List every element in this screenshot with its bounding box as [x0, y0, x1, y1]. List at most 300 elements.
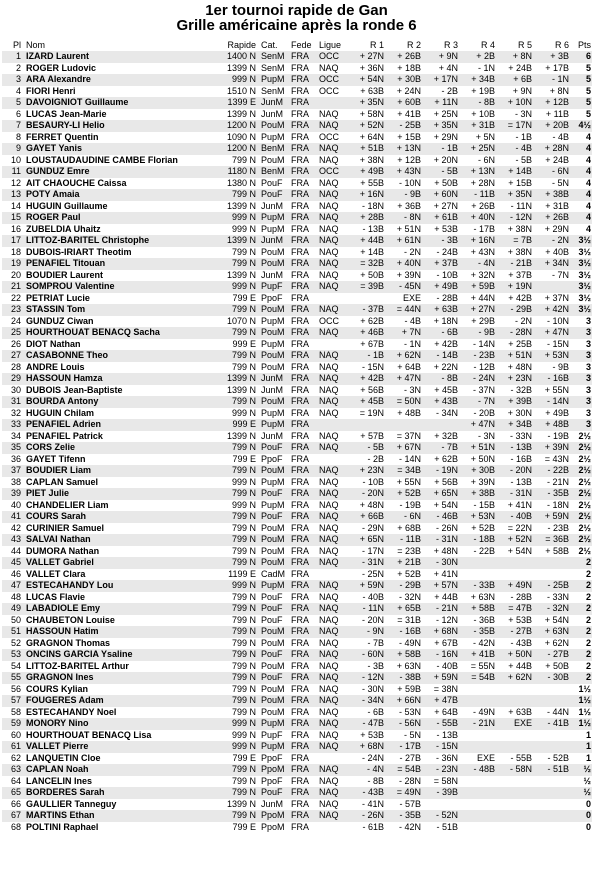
cell-federation: FRA: [290, 143, 318, 155]
table-row: [2, 707, 592, 719]
cell-points: 2: [585, 637, 591, 648]
cell-round-5: - 29B: [496, 304, 533, 316]
cell-rating: 1199 E: [228, 568, 256, 579]
cell-league: NAQ: [318, 787, 348, 799]
cell-place: 39: [2, 488, 25, 500]
cell-name: HASSOUN Hamza: [25, 373, 207, 385]
cell-league: NAQ: [318, 695, 348, 707]
cell-round-1: - 12N: [348, 672, 385, 684]
cell-round-1: + 48N: [359, 499, 384, 510]
cell-category: PouF: [257, 189, 290, 201]
cell-round-3: - 19N: [422, 465, 459, 477]
cell-federation: FRA: [290, 557, 318, 569]
cell-round-4: + 5N: [475, 131, 495, 142]
cell-federation: FRA: [290, 741, 318, 753]
cell-name: DAVOIGNIOT Guillaume: [25, 97, 207, 109]
table-row: [2, 74, 592, 86]
cell-league: NAQ: [318, 764, 348, 776]
cell-round-3: + 29N: [433, 131, 458, 142]
cell-round-3: + 9N: [422, 51, 459, 63]
cell-round-2: [385, 419, 422, 431]
cell-place: 35: [2, 442, 25, 454]
cell-round-4: - 4N: [459, 258, 496, 270]
cell-points: 2½: [578, 499, 591, 510]
cell-round-5: + 14B: [496, 166, 533, 178]
cell-category: PupM: [257, 741, 290, 753]
cell-round-4: + 63N: [470, 591, 495, 602]
cell-place: 41: [2, 511, 25, 523]
cell-round-3: + 41N: [433, 568, 458, 579]
cell-round-5: [496, 684, 533, 696]
cell-round-1: - 47B: [348, 718, 385, 730]
cell-name: CHAUBETON Louise: [26, 614, 115, 625]
cell-round-4: - 7N: [459, 396, 496, 408]
cell-round-4: - 8B: [459, 97, 496, 109]
cell-category: PupM: [261, 223, 285, 234]
cell-round-4: + 29B: [471, 315, 495, 326]
cell-federation: FRA: [291, 62, 309, 73]
cell-rating: 1399 N: [207, 373, 257, 385]
cell-round-2: + 65B: [385, 603, 422, 615]
cell-league: NAQ: [318, 327, 348, 339]
cell-place: 33: [2, 419, 25, 431]
cell-federation: FRA: [291, 338, 309, 349]
cell-rating: 799 N: [207, 603, 257, 615]
cell-points: 2½: [570, 511, 592, 523]
cell-round-6: - 9B: [552, 361, 569, 372]
cell-round-2: + 61N: [385, 235, 422, 247]
table-row: [2, 546, 592, 558]
cell-round-2: - 10N: [398, 177, 421, 188]
cell-round-4: - 14N: [472, 338, 495, 349]
cell-federation: FRA: [291, 775, 309, 786]
cell-place: 60: [10, 729, 21, 740]
cell-points: 2: [570, 603, 592, 615]
cell-league: [318, 97, 348, 109]
cell-round-5: - 43B: [510, 637, 532, 648]
cell-round-6: + 54N: [544, 614, 569, 625]
cell-federation: FRA: [291, 131, 309, 142]
cell-league: [318, 753, 348, 765]
cell-rating: 1510 N: [226, 85, 256, 96]
cell-round-5: - 58N: [496, 764, 533, 776]
page-title: 1er tournoi rapide de Gan: [205, 2, 388, 19]
cell-round-6: - 15N: [546, 338, 569, 349]
cell-rating: 799 E: [232, 292, 256, 303]
cell-round-5: = 7B: [496, 235, 533, 247]
cell-rating: 999 N: [207, 741, 257, 753]
cell-points: 4: [570, 166, 592, 178]
cell-round-1: + 68N: [348, 741, 385, 753]
cell-round-6: - 19B: [547, 430, 569, 441]
cell-points: 2½: [578, 522, 591, 533]
cell-federation: FRA: [291, 315, 309, 326]
cell-rating: 999 N: [231, 499, 256, 510]
cell-round-3: - 31N: [422, 534, 459, 546]
cell-round-1: + 53B: [360, 729, 384, 740]
cell-name: GUNDUZ Emre: [25, 166, 207, 178]
cell-round-1: - 30N: [361, 683, 384, 694]
cell-round-5: + 38N: [507, 223, 532, 234]
cell-league: [318, 339, 348, 351]
cell-round-2: + 60B: [385, 97, 422, 109]
table-row: [2, 86, 592, 98]
table-row: [2, 109, 592, 121]
cell-round-3: - 10B: [436, 269, 458, 280]
table-row: [2, 764, 592, 776]
cell-name: DUMORA Nathan: [26, 545, 100, 556]
cell-round-6: + 8N: [549, 85, 569, 96]
cell-round-1: + 42B: [348, 373, 385, 385]
cell-place: 25: [2, 327, 25, 339]
cell-category: PouF: [261, 177, 283, 188]
cell-name: CHANDELIER Liam: [26, 499, 109, 510]
cell-round-5: + 50N: [496, 649, 533, 661]
cell-federation: FRA: [290, 373, 318, 385]
cell-round-2: - 2N: [403, 246, 421, 257]
cell-category: JunM: [257, 97, 290, 109]
cell-round-1: - 37B: [348, 304, 385, 316]
cell-category: PouM: [257, 350, 290, 362]
cell-points: 3: [570, 350, 592, 362]
cell-category: PouF: [257, 672, 290, 684]
cell-round-3: - 8B: [422, 373, 459, 385]
cell-league: NAQ: [319, 108, 339, 119]
cell-round-1: + 58N: [359, 108, 384, 119]
cell-round-1: + 57B: [360, 430, 384, 441]
cell-category: BenM: [257, 143, 290, 155]
cell-round-3: - 2B: [441, 85, 458, 96]
cell-league: [318, 293, 348, 305]
cell-place: 29: [2, 373, 25, 385]
table-row: [2, 661, 592, 673]
cell-round-4: + 30B: [459, 465, 496, 477]
cell-points: 2½: [570, 488, 592, 500]
cell-round-5: + 63B: [508, 706, 532, 717]
cell-category: PouF: [257, 488, 290, 500]
table-row: [2, 787, 592, 799]
cell-round-2: - 42N: [398, 821, 421, 832]
cell-category: PpoM: [257, 810, 290, 822]
cell-rating: 799 N: [207, 511, 257, 523]
cell-rating: 999 N: [231, 407, 256, 418]
cell-round-3: + 32B: [434, 430, 458, 441]
header-rating: Rapide: [227, 40, 256, 50]
cell-category: PouF: [257, 511, 290, 523]
table-row: [2, 718, 592, 730]
cell-round-3: + 27N: [433, 200, 458, 211]
header-category: Cat.: [261, 40, 278, 50]
cell-round-3: + 22N: [433, 361, 458, 372]
cell-name: LUCAS Jean-Marie: [26, 108, 107, 119]
cell-round-2: - 1N: [403, 338, 421, 349]
cell-round-6: + 26B: [533, 212, 570, 224]
cell-category: PouM: [257, 557, 290, 569]
cell-name: SALVAI Nathan: [25, 534, 207, 546]
cell-category: PouM: [257, 626, 290, 638]
header-round-3: R 3: [443, 40, 458, 50]
cell-place: 9: [2, 143, 25, 155]
cell-round-6: + 34N: [533, 258, 570, 270]
header-points: Pts: [577, 40, 591, 50]
cell-round-6: + 37N: [544, 292, 569, 303]
table-row: [2, 120, 592, 132]
cell-rating: 799 N: [231, 522, 256, 533]
cell-round-1: + 23N: [348, 465, 385, 477]
cell-federation: FRA: [290, 327, 318, 339]
cell-round-1: + 49B: [348, 166, 385, 178]
cell-round-3: + 56B: [434, 476, 458, 487]
cell-rating: 999 N: [231, 476, 256, 487]
cell-league: NAQ: [319, 775, 339, 786]
cell-place: 5: [2, 97, 25, 109]
cell-rating: 799 N: [207, 442, 257, 454]
cell-round-2: + 30B: [385, 74, 422, 86]
header-round-4: R 4: [480, 40, 495, 50]
cell-round-6: + 48B: [533, 419, 570, 431]
cell-federation: FRA: [291, 246, 309, 257]
cell-name: HOURTHOUAT BENACQ Lisa: [26, 729, 152, 740]
cell-name: STASSIN Tom: [25, 304, 207, 316]
cell-round-5: - 33N: [509, 430, 532, 441]
cell-points: 3: [585, 407, 591, 418]
cell-round-4: - 49N: [472, 706, 495, 717]
cell-federation: FRA: [291, 706, 309, 717]
cell-points: 2: [570, 672, 592, 684]
cell-round-2: + 52B: [385, 488, 422, 500]
cell-name: FERRET Quentin: [26, 131, 99, 142]
cell-league: NAQ: [319, 246, 339, 257]
cell-round-5: + 30N: [507, 407, 532, 418]
cell-round-5: + 38N: [507, 246, 532, 257]
cell-rating: 799 N: [231, 246, 256, 257]
cell-federation: FRA: [291, 821, 309, 832]
cell-league: NAQ: [318, 557, 348, 569]
cell-federation: FRA: [290, 511, 318, 523]
cell-name: FIORI Henri: [26, 85, 76, 96]
cell-round-3: - 34N: [435, 407, 458, 418]
cell-round-6: [533, 684, 570, 696]
table-row: [2, 741, 592, 753]
cell-league: NAQ: [319, 476, 339, 487]
cell-round-2: + 62N: [385, 350, 422, 362]
cell-round-3: + 54N: [433, 499, 458, 510]
cell-name: GAYET Yanis: [25, 143, 207, 155]
cell-round-5: = 22N: [507, 522, 532, 533]
cell-round-4: + 40N: [459, 212, 496, 224]
cell-round-6: - 2N: [533, 235, 570, 247]
cell-round-1: - 13B: [362, 223, 384, 234]
cell-category: SenM: [261, 85, 285, 96]
cell-points: 2: [585, 614, 591, 625]
cell-round-5: - 4B: [496, 143, 533, 155]
cell-round-4: + 41B: [459, 649, 496, 661]
cell-round-3: - 26N: [435, 522, 458, 533]
cell-round-5: - 16B: [510, 453, 532, 464]
cell-place: 28: [10, 361, 21, 372]
cell-points: ½: [570, 787, 592, 799]
cell-name: CAPLAN Samuel: [26, 476, 99, 487]
cell-rating: 799 N: [231, 706, 256, 717]
cell-category: PouF: [261, 591, 283, 602]
cell-place: 32: [10, 407, 21, 418]
cell-category: PouF: [257, 603, 290, 615]
cell-round-2: = 50N: [385, 396, 422, 408]
cell-round-4: + 16N: [459, 235, 496, 247]
cell-league: NAQ: [318, 373, 348, 385]
cell-league: NAQ: [319, 683, 339, 694]
cell-points: 2½: [570, 534, 592, 546]
cell-round-3: + 43B: [422, 396, 459, 408]
cell-place: 57: [2, 695, 25, 707]
cell-round-6: + 55N: [544, 384, 569, 395]
cell-federation: FRA: [290, 258, 318, 270]
cell-round-3: + 67B: [434, 637, 458, 648]
cell-round-5: [496, 557, 533, 569]
cell-category: PouM: [261, 545, 285, 556]
table-row: [2, 454, 592, 466]
cell-league: [318, 419, 348, 431]
cell-place: 10: [10, 154, 21, 165]
table-row: [2, 339, 592, 351]
cell-place: 12: [10, 177, 21, 188]
cell-place: 47: [2, 580, 25, 592]
cell-rating: 799 N: [207, 189, 257, 201]
cell-round-5: - 28N: [496, 327, 533, 339]
cell-round-6: + 47N: [533, 327, 570, 339]
cell-name: DUBOIS Jean-Baptiste: [26, 384, 123, 395]
cell-category: PpoF: [261, 775, 283, 786]
cell-round-5: + 25B: [508, 338, 532, 349]
cell-league: NAQ: [319, 499, 339, 510]
cell-round-1: - 1B: [348, 350, 385, 362]
cell-name: HUGUIN Chilam: [26, 407, 95, 418]
cell-round-5: + 53B: [508, 614, 532, 625]
cell-place: 7: [2, 120, 25, 132]
cell-round-6: + 28N: [533, 143, 570, 155]
cell-federation: FRA: [291, 108, 309, 119]
cell-place: 68: [10, 821, 21, 832]
cell-round-6: [533, 810, 570, 822]
cell-round-3: + 17N: [422, 74, 459, 86]
cell-round-4: - 3N: [477, 430, 495, 441]
cell-place: 40: [10, 499, 21, 510]
cell-round-4: [459, 810, 496, 822]
cell-round-2: + 41B: [397, 108, 421, 119]
cell-round-1: + 36N: [359, 62, 384, 73]
cell-round-2: + 13N: [385, 143, 422, 155]
table-row: [2, 592, 592, 604]
cell-league: NAQ: [318, 120, 348, 132]
cell-round-5: + 15B: [508, 177, 532, 188]
cell-round-6: [533, 776, 570, 788]
cell-place: 22: [10, 292, 21, 303]
cell-round-4: [459, 776, 496, 788]
cell-round-1: - 40B: [362, 591, 384, 602]
table-row: [2, 822, 592, 834]
cell-round-4: + 19B: [471, 85, 495, 96]
cell-place: 56: [10, 683, 21, 694]
cell-name: DIOT Nathan: [26, 338, 81, 349]
cell-points: 3½: [578, 292, 591, 303]
cell-rating: 1200 N: [207, 120, 257, 132]
cell-round-3: - 39B: [422, 787, 459, 799]
cell-round-5: - 28B: [510, 591, 532, 602]
cell-round-4: [459, 569, 496, 581]
cell-league: NAQ: [318, 534, 348, 546]
table-row: [2, 247, 592, 259]
cell-round-4: + 31B: [459, 120, 496, 132]
cell-round-3: + 49B: [422, 281, 459, 293]
cell-round-2: - 14N: [398, 453, 421, 464]
cell-round-4: - 35B: [459, 626, 496, 638]
header-row: [2, 39, 592, 51]
cell-round-5: - 2N: [514, 315, 532, 326]
cell-points: 4: [570, 189, 592, 201]
cell-round-5: [496, 741, 533, 753]
cell-points: 2: [585, 660, 591, 671]
cell-points: 4: [585, 131, 591, 142]
cell-category: PouF: [261, 614, 283, 625]
table-row: [2, 488, 592, 500]
cell-league: OCC: [319, 85, 339, 96]
cell-round-1: - 41N: [361, 798, 384, 809]
cell-round-4: - 37N: [472, 384, 495, 395]
cell-points: 2½: [570, 465, 592, 477]
cell-round-2: = 54B: [385, 764, 422, 776]
cell-rating: 799 N: [207, 304, 257, 316]
cell-federation: FRA: [290, 419, 318, 431]
cell-round-3: + 62B: [434, 453, 458, 464]
cell-points: 2: [585, 591, 591, 602]
cell-name: GAYET Tifenn: [26, 453, 86, 464]
cell-round-2: - 29B: [385, 580, 422, 592]
cell-round-6: - 32N: [533, 603, 570, 615]
cell-points: ½: [570, 764, 592, 776]
cell-round-6: [533, 557, 570, 569]
cell-round-6: - 14N: [533, 396, 570, 408]
cell-round-3: - 55B: [422, 718, 459, 730]
cell-category: JunM: [261, 200, 284, 211]
cell-name: LANCELIN Ines: [26, 775, 93, 786]
cell-federation: FRA: [291, 798, 309, 809]
cell-points: 3: [585, 384, 591, 395]
cell-round-2: + 39N: [396, 269, 421, 280]
cell-round-5: + 24B: [508, 62, 532, 73]
cell-round-1: = 39B: [348, 281, 385, 293]
cell-points: 1½: [578, 706, 591, 717]
header-round-6: R 6: [554, 40, 569, 50]
cell-round-1: + 66B: [348, 511, 385, 523]
cell-round-2: - 11B: [385, 534, 422, 546]
cell-place: 49: [2, 603, 25, 615]
cell-round-4: [459, 799, 496, 811]
table-row: [2, 201, 592, 213]
cell-points: 3½: [570, 235, 592, 247]
standings-body: [2, 51, 592, 833]
cell-federation: FRA: [290, 235, 318, 247]
cell-category: PupM: [261, 499, 285, 510]
cell-federation: FRA: [290, 442, 318, 454]
table-row: [2, 638, 592, 650]
table-row: [2, 51, 592, 63]
cell-round-4: - 15B: [473, 499, 495, 510]
cell-league: NAQ: [318, 189, 348, 201]
cell-category: JunM: [261, 798, 284, 809]
cell-round-3: [422, 799, 459, 811]
cell-round-2: - 4B: [404, 315, 421, 326]
cell-name: VALLET Pierre: [25, 741, 207, 753]
